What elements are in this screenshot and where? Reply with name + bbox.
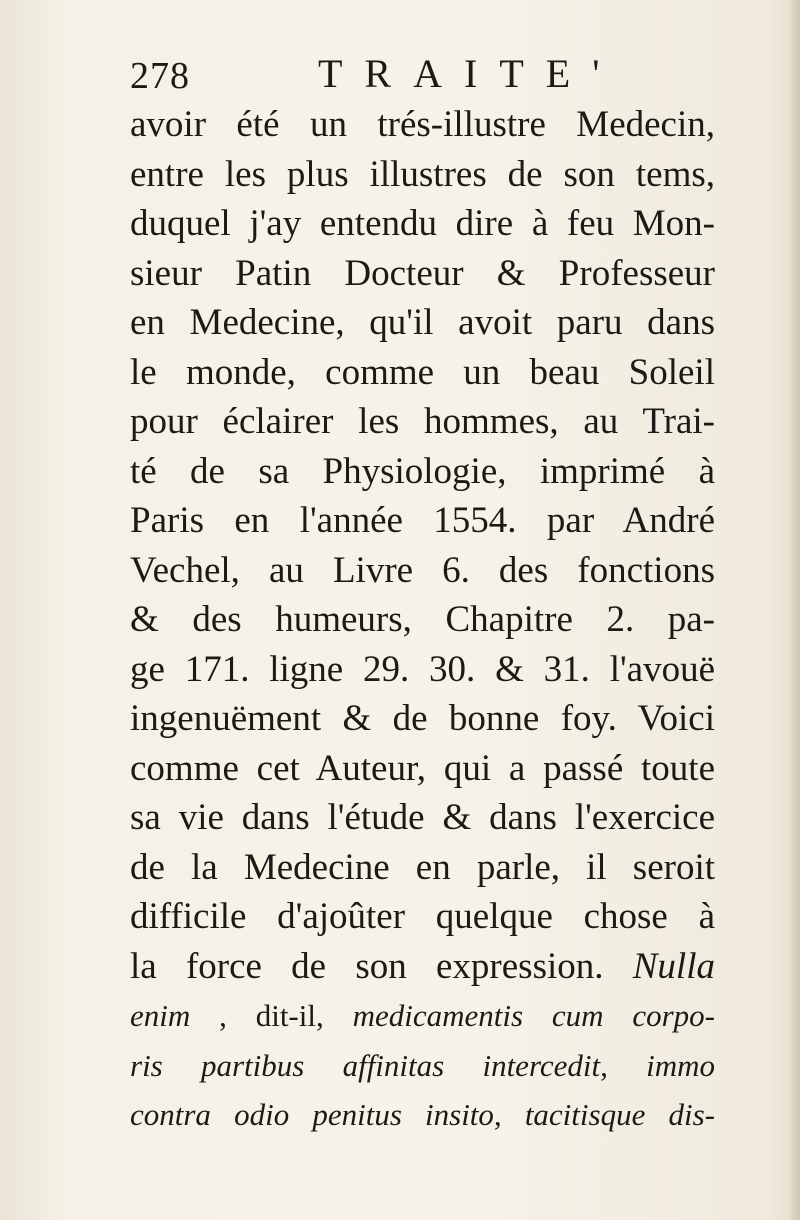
text-line: sa vie dans l'étude & dans l'exercice bbox=[130, 797, 715, 838]
text-line: ingenuëment & de bonne foy. Voici bbox=[130, 698, 715, 739]
text-line: comme cet Auteur, qui a passé toute bbox=[130, 747, 715, 789]
latin-line: ris partibus affinitas intercedit, immo bbox=[130, 1047, 715, 1083]
text-line: Vechel, au Livre 6. des fonctions bbox=[130, 549, 715, 591]
text-line: sieur Patin Docteur & Professeur bbox=[130, 252, 715, 294]
page-header bbox=[130, 48, 730, 104]
latin-line: contra odio penitus insito, tacitisque dis- bbox=[130, 1097, 715, 1132]
text-line: Paris en l'année 1554. par André bbox=[130, 500, 715, 541]
text-line: duquel j'ay entendu dire à feu Mon- bbox=[130, 203, 715, 244]
text-line-mixed bbox=[130, 942, 715, 992]
text-segment: la force de son expression. bbox=[130, 945, 604, 987]
text-line: ge 171. ligne 29. 30. & 31. l'avouë bbox=[130, 648, 715, 690]
text-line: entre les plus illustres de son tems, bbox=[130, 153, 715, 195]
text-line-mixed bbox=[130, 991, 715, 1041]
latin-segment: enim bbox=[130, 998, 191, 1033]
text-line: & des humeurs, Chapitre 2. pa- bbox=[130, 599, 715, 640]
latin-quote-start: Nulla bbox=[632, 945, 715, 987]
text-line: pour éclairer les hommes, au Trai- bbox=[130, 401, 715, 442]
text-line: en Medecine, qu'il avoit paru dans bbox=[130, 302, 715, 343]
running-title: TRAITE' bbox=[318, 51, 622, 96]
text-line: difficile d'ajoûter quelque chose à bbox=[130, 896, 715, 937]
text-line: de la Medecine en parle, il seroit bbox=[130, 846, 715, 888]
text-line: avoir été un trés-illustre Medecin, bbox=[130, 104, 715, 145]
page-number: 278 bbox=[130, 55, 190, 97]
text-segment: , dit-il, bbox=[219, 998, 324, 1033]
text-line: le monde, comme un beau Soleil bbox=[130, 351, 715, 393]
body-text bbox=[130, 100, 715, 1140]
latin-segment: medicamentis cum corpo- bbox=[352, 998, 715, 1033]
page-edge bbox=[790, 0, 800, 1220]
text-line: té de sa Physiologie, imprimé à bbox=[130, 450, 715, 492]
